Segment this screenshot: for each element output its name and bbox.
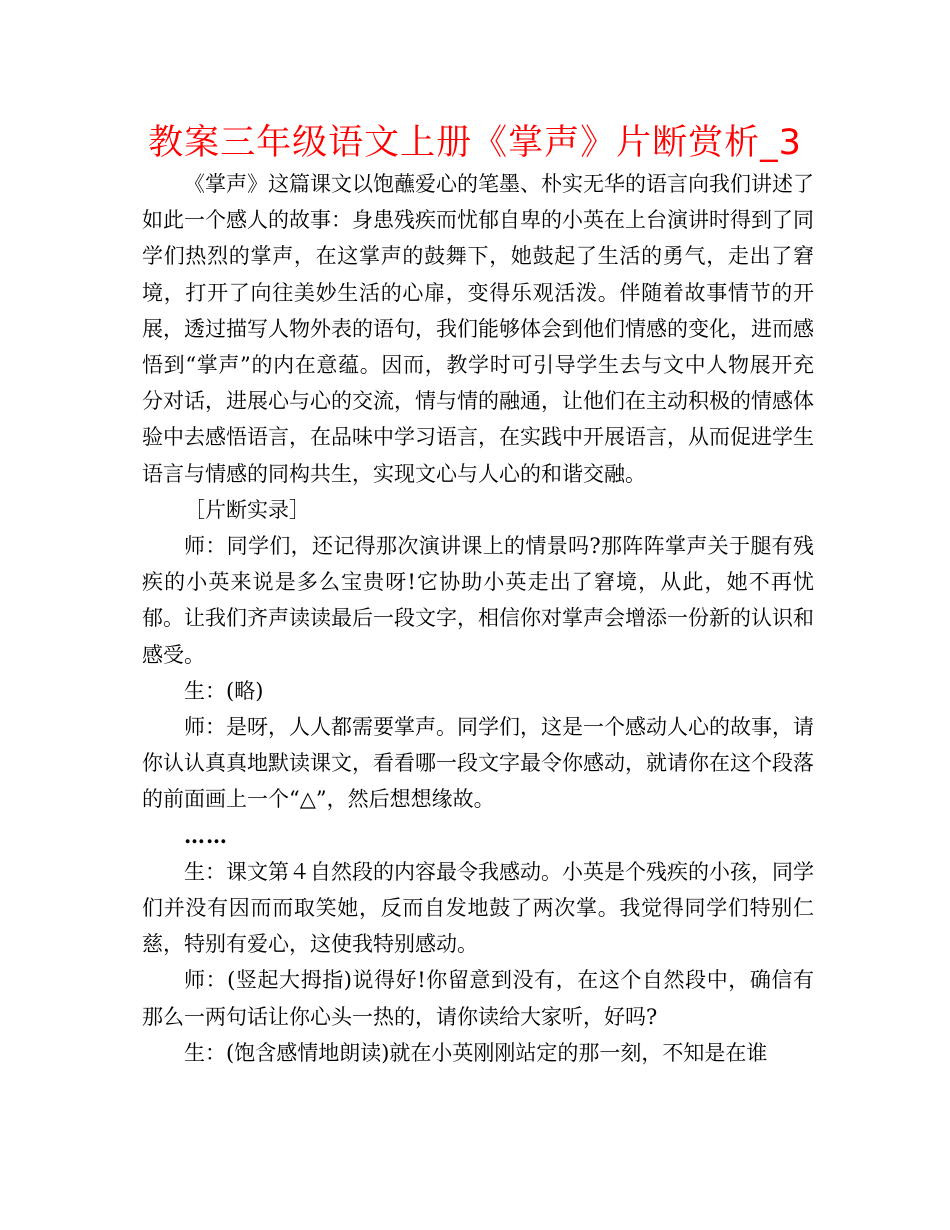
ellipsis-line: …… — [184, 822, 228, 848]
student-paragraph-3: 生：(饱含感情地朗读)就在小英刚刚站定的那一刻，不知是在谁 — [184, 1040, 768, 1065]
teacher-paragraph-2: 师：是呀，人人都需要掌声。同学们，这是一个感动人心的故事，请你认认真真地默读课文，看看哪一段文字最令你感动，就请你在这个段落的前面画上一个“△”，然后想想缘故。 — [142, 715, 814, 812]
document-body — [142, 166, 814, 1071]
student-paragraph-2: 生：课文第４自然段的内容最令我感动。小英是个残疾的小孩，同学们并没有因而而取笑她，反而自发地鼓了两次掌。我觉得同学们特别仁慈，特别有爱心，这使我特别感动。 — [142, 859, 814, 957]
intro-paragraph: 《掌声》这篇课文以饱蘸爱心的笔墨、朴实无华的语言向我们讲述了如此一个感人的故事：身患残疾而忧郁自卑的小英在上台演讲时得到了同学们热烈的掌声，在这掌声的鼓舞下，她鼓起了生活的勇气，走出了窘境，打开了向往美妙生活的心扉，变得乐观活泼。伴随着故事情节的开展，透过描写人物外表的语句，我们能够体会到他们情感的变化，进而感悟到“掌声”的内在意蕴。因而，教学时可引导学生去与文中人物展开充分对话，进展心与心的交流，情与情的融通，让他们在主动积极的情感体验中去感悟语言，在品味中学习语言，在实践中开展语言，从而促进学生语言与情感的同构共生，实现文心与人心的和谐交融。 — [142, 172, 814, 486]
section-heading: ［片断实录］ — [184, 497, 310, 522]
teacher-paragraph-3: 师：(竖起大拇指)说得好!你留意到没有，在这个自然段中，确信有那么一两句话让你心头一热的，请你读给大家听，好吗? — [142, 968, 814, 1029]
student-paragraph-1: 生：(略) — [184, 678, 264, 703]
document-title: 教案三年级语文上册《掌声》片断赏析_3 — [148, 123, 802, 163]
teacher-paragraph-1: 师：同学们，还记得那次演讲课上的情景吗?那阵阵掌声关于腿有残疾的小英来说是多么宝贵呀!它协助小英走出了窘境，从此，她不再忧郁。让我们齐声读读最后一段文字，相信你对掌声会增添一份新的认识和感受。 — [142, 534, 814, 667]
